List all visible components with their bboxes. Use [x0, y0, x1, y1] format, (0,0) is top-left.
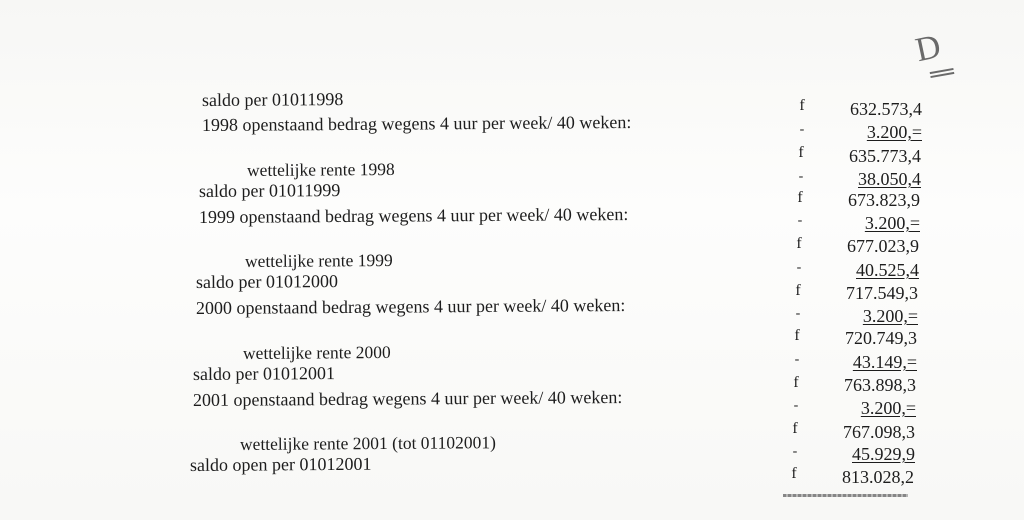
amount-value: 3.200,=	[862, 306, 918, 326]
amount-value: 720.749,3	[845, 328, 917, 348]
amount-value: 3.200,=	[866, 122, 922, 142]
guilder-symbol: f	[792, 420, 798, 437]
minus-symbol: -	[798, 169, 804, 184]
bottom-total-rule	[783, 494, 908, 497]
amount-value: 677.023,9	[847, 236, 919, 256]
line-openstaand-2001: 2001 openstaand bedrag wegens 4 uur per week/ 40 weken:	[192, 387, 623, 410]
minus-symbol: -	[793, 398, 799, 413]
guilder-symbol: f	[795, 282, 801, 299]
guilder-symbol: f	[799, 97, 805, 114]
guilder-symbol: f	[791, 465, 797, 482]
amount-value: 717.549,3	[846, 283, 918, 303]
amount-value: 767.098,3	[843, 422, 915, 442]
guilder-symbol: f	[796, 235, 802, 252]
minus-symbol: -	[794, 352, 800, 367]
amount-value: 43.149,=	[852, 352, 917, 372]
guilder-symbol: f	[793, 374, 799, 391]
amount-value: 3.200,=	[864, 213, 920, 233]
minus-symbol: -	[799, 122, 805, 137]
amount-value: 3.200,=	[860, 398, 916, 418]
amount-value: 763.898,3	[844, 375, 916, 395]
line-rente-1998: wettelijke rente 1998	[246, 158, 395, 180]
line-saldo-2000: saldo per 01012000	[195, 271, 339, 292]
guilder-symbol: f	[798, 144, 804, 161]
handwritten-corner-mark: D	[912, 27, 945, 70]
minus-symbol: -	[796, 260, 802, 275]
minus-symbol: -	[795, 306, 801, 321]
amount-value: 40.525,4	[856, 260, 919, 280]
line-openstaand-1999: 1999 openstaand bedrag wegens 4 uur per week/ 40 weken:	[198, 204, 629, 227]
amount-value: 45.929,9	[852, 444, 915, 464]
line-openstaand-2000: 2000 openstaand bedrag wegens 4 uur per week/ 40 weken:	[195, 295, 626, 318]
minus-symbol: -	[797, 213, 803, 228]
amount-value: 632.573,4	[850, 99, 922, 119]
guilder-symbol: f	[797, 189, 803, 206]
line-saldo-open-2001: saldo open per 01012001	[189, 453, 372, 475]
line-rente-2000: wettelijke rente 2000	[242, 341, 391, 363]
line-rente-1999: wettelijke rente 1999	[244, 249, 393, 271]
amount-value: 673.823,9	[848, 190, 920, 210]
minus-symbol: -	[792, 444, 798, 459]
line-rente-2001: wettelijke rente 2001 (tot 01102001)	[239, 432, 497, 454]
amount-value: 813.028,2	[842, 467, 914, 487]
amount-value: 38.050,4	[858, 169, 921, 189]
line-saldo-1999: saldo per 01011999	[198, 180, 341, 201]
guilder-symbol: f	[794, 327, 800, 344]
line-saldo-2001: saldo per 01012001	[192, 363, 336, 384]
line-openstaand-1998: 1998 openstaand bedrag wegens 4 uur per week/ 40 weken:	[201, 112, 632, 135]
amount-value: 635.773,4	[849, 146, 921, 166]
handwritten-double-underline	[930, 68, 955, 78]
line-saldo-1998: saldo per 01011998	[201, 89, 344, 110]
